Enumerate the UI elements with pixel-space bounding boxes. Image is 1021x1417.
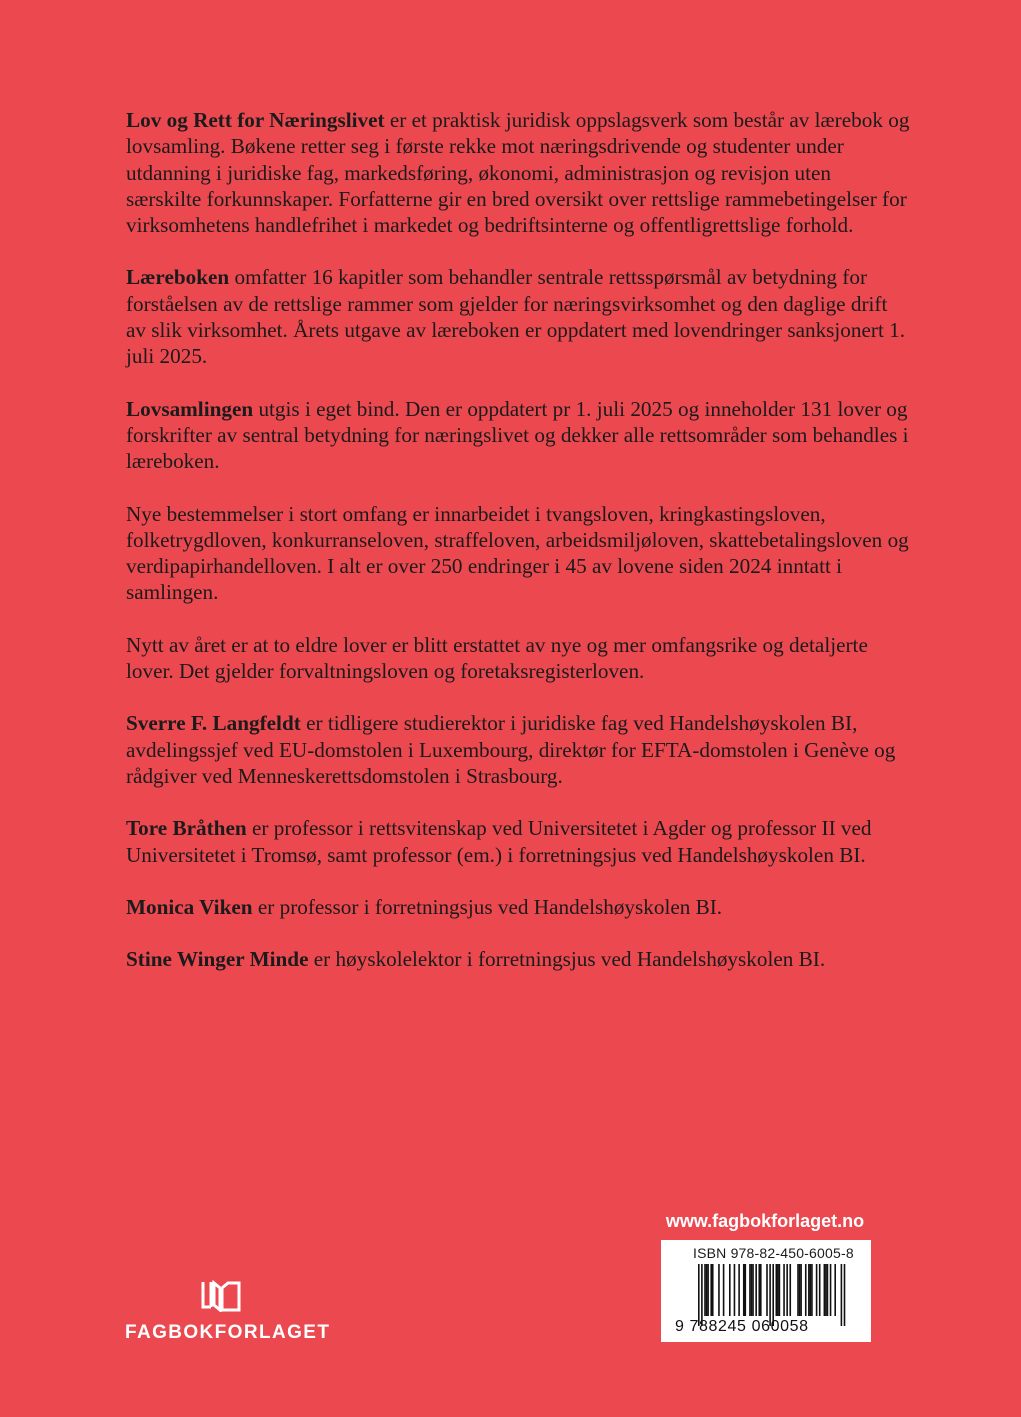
isbn-label: ISBN 978-82-450-6005-8 bbox=[693, 1245, 854, 1261]
title-lead: Lov og Rett for Næringslivet bbox=[126, 108, 385, 132]
author-bio-text: er professor i rettsvitenskap ved Universitetet i Agder og professor II ved Universitetet i Tromsø, samt professor (em.) i forretningsjus ved Handelshøyskolen BI. bbox=[126, 816, 872, 867]
paragraph-text: utgis i eget bind. Den er oppdatert pr 1. juli 2025 og inneholder 131 lover og forskrifter av sentral betydning for næringslivet og dekker alle rettsområder som behandles i læreboken. bbox=[126, 396, 909, 474]
barcode-bar bbox=[834, 1264, 836, 1316]
paragraph-nytt-av-aaret bbox=[126, 632, 911, 685]
barcode-bar bbox=[819, 1264, 821, 1316]
barcode-bar bbox=[772, 1264, 774, 1326]
paragraph-text: Nytt av året er at to eldre lover er blitt erstattet av nye og mer omfangsrike og detaljerte lover. Det gjelder forvaltningsloven og foretaksregisterloven. bbox=[126, 632, 868, 684]
barcode-bar bbox=[800, 1264, 802, 1316]
author-bio-text: er tidligere studierektor i juridiske fag ved Handelshøyskolen BI, avdelingssjef ved EU-domstolen i Luxembourg, direktør for EFTA-domstolen i Genève og rådgiver ved Menneskerettsdomstolen i Strasbourg. bbox=[126, 711, 896, 788]
barcode-bar bbox=[723, 1264, 725, 1316]
barcode-bar bbox=[777, 1264, 779, 1316]
author-bio-braathen bbox=[126, 815, 911, 868]
barcode-bar bbox=[789, 1264, 791, 1316]
barcode-bar bbox=[752, 1264, 754, 1316]
lovsamlingen-lead: Lovsamlingen bbox=[126, 396, 254, 421]
barcode-bar bbox=[816, 1264, 818, 1316]
barcode-bar bbox=[749, 1264, 751, 1316]
barcode-bar bbox=[776, 1264, 778, 1316]
barcode-bar bbox=[824, 1264, 826, 1316]
barcode-bar bbox=[808, 1264, 810, 1316]
paragraph-text: omfatter 16 kapitler som behandler sentrale rettsspørsmål av betydning for forståelsen av de rettslige rammer som gjelder for næringsvirksomhet og den daglige drift av slik virksomhet. Årets utgave av læreboken er oppdatert med lovendringer sanksjonert 1. juli 2025. bbox=[126, 265, 906, 369]
barcode-bar bbox=[841, 1264, 843, 1326]
barcode-bar bbox=[718, 1264, 720, 1316]
laereboken-lead: Læreboken bbox=[126, 265, 230, 290]
barcode-bar bbox=[706, 1264, 708, 1316]
barcode-bar bbox=[827, 1264, 829, 1316]
open-book-icon bbox=[200, 1280, 242, 1312]
barcode-bar bbox=[704, 1264, 706, 1316]
barcode-bar bbox=[830, 1264, 832, 1316]
author-bio-minde bbox=[126, 946, 911, 972]
paragraph-laereboken bbox=[126, 264, 911, 369]
barcode-bar bbox=[734, 1264, 736, 1316]
barcode-bar bbox=[805, 1264, 807, 1316]
publisher-website: www.fagbokforlaget.no bbox=[665, 1211, 865, 1231]
barcode-bar bbox=[751, 1264, 753, 1316]
barcode-bar bbox=[755, 1264, 757, 1316]
barcode-bar bbox=[799, 1264, 801, 1316]
author-bio-langfeldt bbox=[126, 710, 911, 789]
barcode-bar bbox=[712, 1264, 714, 1316]
paragraph-text: Nye bestemmelser i stort omfang er innarbeidet i tvangsloven, kringkastingsloven, folketrygdloven, konkurranseloven, straffeloven, arbeidsmiljøloven, skattebetalingsloven og verdipapirhandelloven. I alt er over 250 endringer i 45 av lovene siden 2024 inntatt i samlingen. bbox=[126, 501, 909, 605]
barcode-bar bbox=[698, 1264, 700, 1326]
isbn-barcode bbox=[661, 1240, 871, 1342]
barcode-bar bbox=[825, 1264, 827, 1316]
author-bio-text: er høyskolelektor i forretningsjus ved Handelshøyskolen BI. bbox=[308, 947, 826, 972]
barcode-bar bbox=[783, 1264, 785, 1316]
barcode-bar bbox=[810, 1264, 812, 1316]
barcode-bar bbox=[701, 1264, 703, 1326]
paragraph-text: er et praktisk juridisk oppslagsverk som består av lærebok og lovsamling. Bøkene retter seg i første rekke mot næringsdrivende og studenter under utdanning i juridiske fag, markedsføring, økonomi, administrasjon og revisjon uten særskilte forkunnskaper. Forfatterne gir en bred oversikt over rettslige rammebetingelser for virksomhetens handlefrihet i markedet og bedriftsinterne og offentligrettslige forhold. bbox=[126, 108, 910, 238]
barcode-bar bbox=[786, 1264, 788, 1316]
author-name: Tore Bråthen bbox=[126, 816, 247, 841]
barcode-bar bbox=[729, 1264, 731, 1316]
barcode-bar bbox=[745, 1264, 747, 1316]
paragraph-intro bbox=[126, 107, 911, 238]
back-cover-text bbox=[126, 107, 911, 998]
barcode-bar bbox=[766, 1264, 768, 1316]
barcode-bar bbox=[811, 1264, 813, 1316]
author-name: Stine Winger Minde bbox=[126, 947, 309, 972]
barcode-bar bbox=[743, 1264, 745, 1316]
barcode-bar bbox=[769, 1264, 771, 1326]
publisher-name: FAGBOKFORLAGET bbox=[125, 1322, 331, 1343]
paragraph-nye-bestemmelser bbox=[126, 501, 911, 606]
barcode-bar bbox=[797, 1264, 799, 1316]
author-name: Sverre F. Langfeldt bbox=[126, 711, 301, 736]
barcode-bar bbox=[738, 1264, 740, 1316]
author-bio-text: er professor i forretningsjus ved Handelshøyskolen BI. bbox=[252, 894, 723, 919]
barcode-bar bbox=[710, 1264, 712, 1316]
barcode-digits: 9 788245 060058 bbox=[675, 1318, 809, 1335]
author-bio-viken bbox=[126, 894, 911, 920]
barcode-bar bbox=[779, 1264, 781, 1316]
barcode-bar bbox=[758, 1264, 760, 1316]
barcode-bar bbox=[707, 1264, 709, 1316]
barcode-bar bbox=[760, 1264, 762, 1316]
paragraph-lovsamlingen bbox=[126, 396, 911, 475]
barcode-bar bbox=[844, 1264, 846, 1326]
author-name: Monica Viken bbox=[126, 894, 253, 919]
